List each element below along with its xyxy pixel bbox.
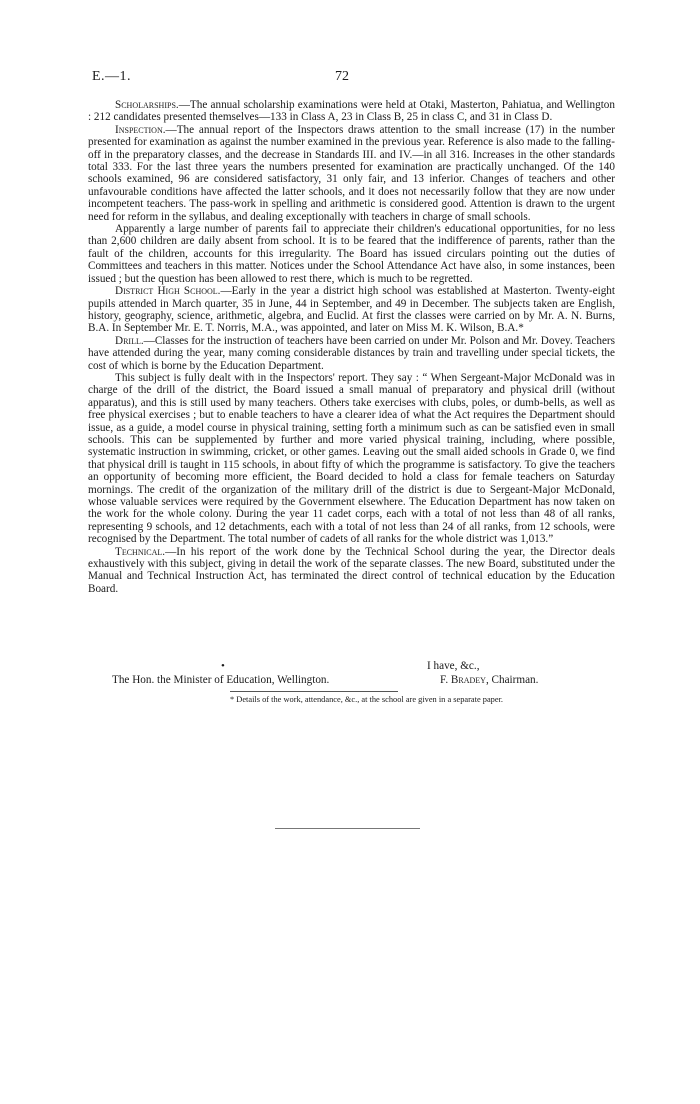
paragraph-text: —Early in the year a district high school was established at Masterton. Twenty-eight pupils attended in March quarter, 35 in June, 44 in September, and 49 in December. The subjects taken are English, history, geography, science, arithmetic, algebra, and Euclid. At first the classes were carried on by Mr. A. N. Burns, B.A. In September Mr. E. T. Norris, M.A., was appointed, and later on Miss M. K. Wilson, B.A.* [88,285,615,335]
paragraph-scholarships [88,99,615,124]
signature-title: , Chairman. [485,674,539,686]
paragraph-drill-report [88,372,615,546]
paragraph-attendance [88,223,615,285]
addressee: The Hon. the Minister of Education, Wellington. [112,674,330,686]
paragraph-inspection [88,124,615,223]
paragraph-heading: Scholarships. [115,99,179,111]
paragraph-text: —The annual scholarship examinations were held at Otaki, Masterton, Pahiatua, and Wellington : 212 candidates presented themselves—133 in Class A, 23 in Class B, 25 in class C, and 31 in Class D. [88,99,615,124]
paragraph-text: This subject is fully dealt with in the Inspectors' report. They say : “ When Sergeant-Major McDonald was in charge of the drill of the district, the Board issued a small manual of preparatory and physical drill (without apparatus), and this is still used by many teachers. Others take exercises with clubs, poles, or dumb-bells, as well as free physical exercises ; but to enable teachers to have a clearer idea of what the Act requires the Department should issue, as a guide, a model course in physical training, setting forth a minimum such as can be satisfied even in small schools. This can be supplemented by further and more varied physical training, including, where possible, systematic instruction in swimming, cricket, or other games. Leaving out the small aided schools in Grade 0, we find that physical drill is taught in 115 schools, in about fifty of which the programme is satisfactory. To give the teachers an opportunity of becoming more efficient, the Board decided to hold a class for female teachers on Saturday mornings. The credit of the organization of the military drill of the district is due to Sergeant-Major McDonald, whose valuable services were required by the Government elsewhere. The Education Department has now taken on the work for the whole colony. During the year 11 cadet corps, each with a total of not less than 48 of all ranks, representing 9 schools, and 12 detachments, each with a total of not less than 24 of all ranks, from 12 schools, were recognised by the Department. The total number of cadets of all ranks for the whole district was 1,013.” [88,371,615,546]
paragraph-text: —Classes for the instruction of teachers have been carried on under Mr. Polson and Mr. Dovey. Teachers have attended during the year, many coming considerable distances by train and travelling under special tickets, the cost of which is borne by the Education Department. [88,334,615,372]
paragraph-text: —The annual report of the Inspectors draws attention to the small increase (17) in the number presented for examination as against the number examined in the previous year. Reference is also made to the falling-off in the preparatory classes, and the decrease in Standards III. and IV.—in all 316. Increases in the other standards total 333. For the last three years the numbers presented for examination are practically unchanged. Of the 140 schools examined, 96 are considered satisfactory, 31 only fair, and 13 inferior. Changes of teachers and other unfavourable conditions have affected the latter schools, and it does not necessarily follow that they are now under incompetent teachers. The pass-work in spelling and arithmetic is considered good. Attention is drawn to the urgent need for reform in the syllabus, and dealing exceptionally with teachers in charge of small schools. [88,123,615,223]
closing-salutation: I have, &c., [427,660,480,672]
paragraph-text: —In his report of the work done by the Technical School during the year, the Director deals exhaustively with this subject, giving in detail the work of the separate classes. The new Board, substituted under the Manual and Technical Instruction Act, has terminated the direct control of technical education by the Education Board. [88,545,615,595]
paragraph-text: Apparently a large number of parents fail to appreciate their children's educational opportunities, for no less than 2,600 children are daily absent from school. It is to be feared that the indifference of parents, rather than the fault of the children, accounts for this irregularity. The Board has issued circulars pointing out the duties of Committees and teachers in this matter. Notices under the School Attendance Act have also, in some instances, been issued ; but the question has been allowed to rest there, which is much to be regretted. [88,223,615,285]
stray-mark: • [221,660,225,672]
paragraph-district-high-school [88,285,615,335]
page-number: 72 [335,69,349,84]
report-body [88,99,615,595]
paragraph-heading: District High School. [115,285,221,298]
end-rule [275,828,420,829]
paragraph-heading: Technical. [115,545,166,558]
paragraph-heading: Inspection. [115,123,166,136]
paragraph-technical [88,546,615,596]
footnote: * Details of the work, attendance, &c., at the school are given in a separate paper. [230,695,504,704]
footnote-divider [230,691,398,692]
paragraph-drill [88,335,615,372]
signature [440,674,538,686]
paragraph-heading: Drill. [115,334,144,347]
signature-name: F. Bradey [440,674,486,686]
document-reference: E.—1. [92,69,132,84]
